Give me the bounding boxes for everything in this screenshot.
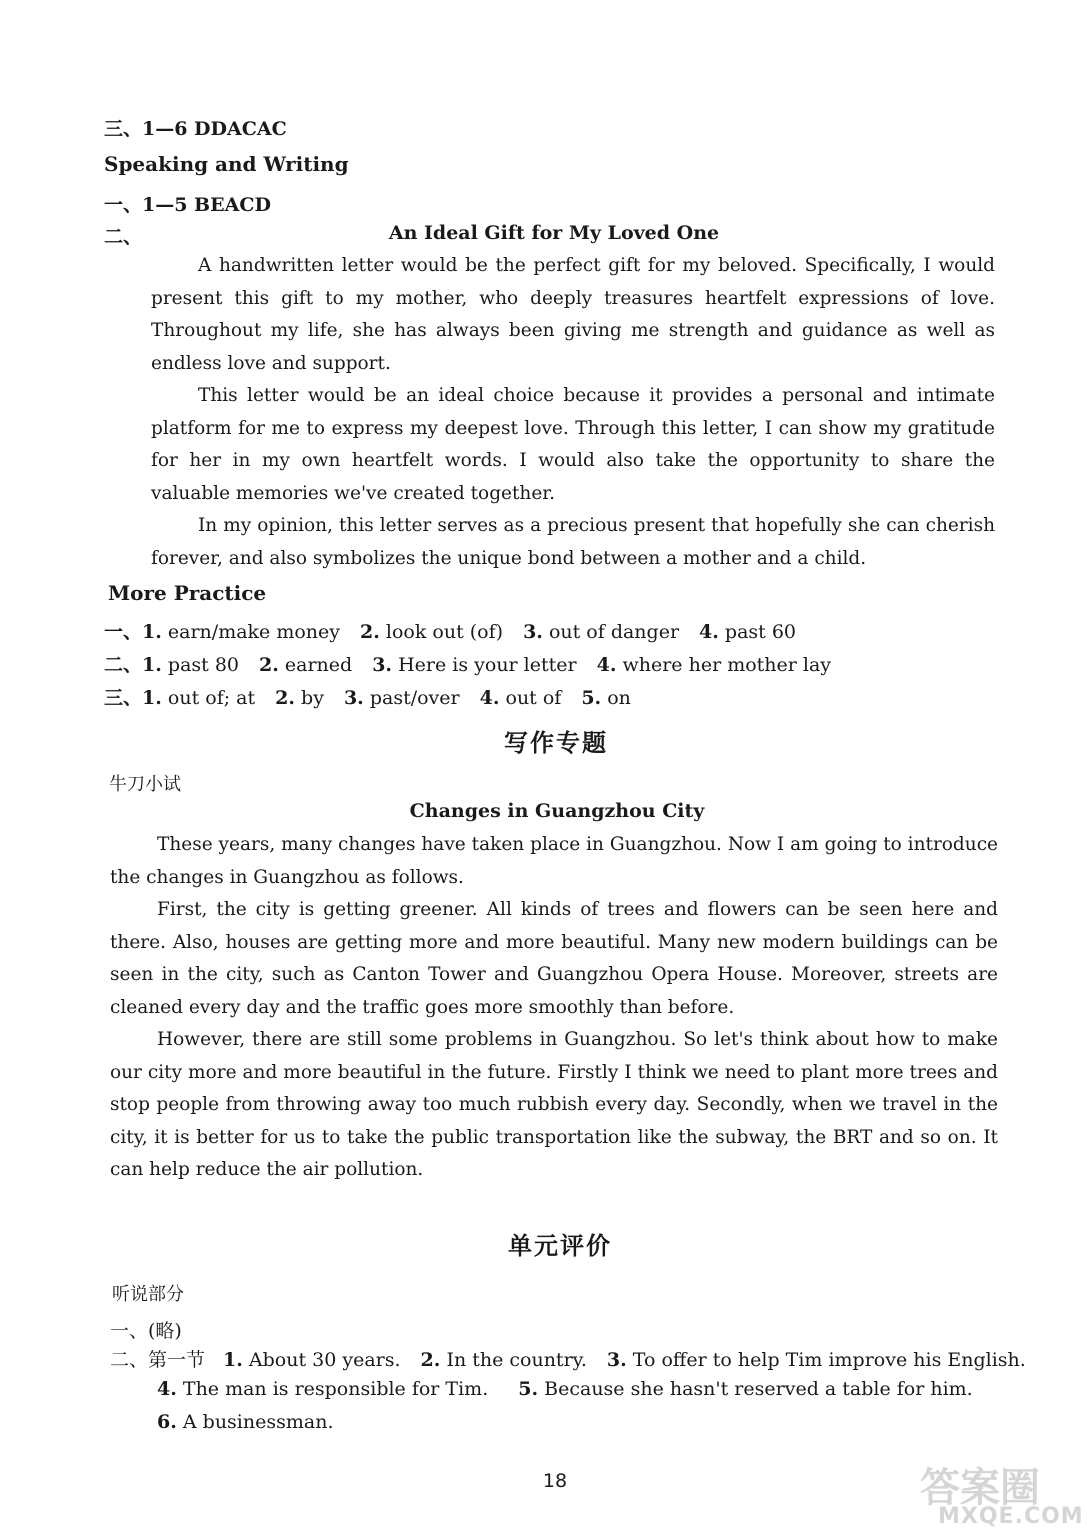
unit-line-4: 6. A businessman. <box>157 1411 334 1433</box>
essay-gift <box>151 250 995 575</box>
subheading-practice: 牛刀小试 <box>109 774 181 795</box>
essay-paragraph: A handwritten letter would be the perfect gift for my beloved. Specifically, I would present this gift to my mother, who deeply treasures heartfelt expressions of love. Throughout my life, she has always been giving me strength and guidance as well as endless love and support. <box>151 255 995 374</box>
heading-more-practice: More Practice <box>108 581 267 605</box>
row-label: 二、第一节 <box>110 1349 206 1371</box>
watermark-logo: 答案圈 <box>920 1465 1040 1511</box>
unit-line-1: 一、(略) <box>110 1320 182 1342</box>
essay-paragraph: First, the city is getting greener. All kinds of trees and flowers can be seen here and there. Also, houses are getting more and more beautiful. Many new modern buildings can be seen in the city, such as Canton Tower and Guangzhou Opera House. Moreover, streets are cleaned every day and the traffic goes more smoothly than before. <box>110 899 998 1018</box>
essay-paragraph: However, there are still some problems in Guangzhou. So let's think about how to make our city more and more beautiful in the future. Firstly I think we need to plant more trees and stop people from throwing away too much rubbish every day. Secondly, when we travel in the city, it is better for us to take the public transportation like the subway, the BRT and so on. It can help reduce the air pollution. <box>110 1029 998 1180</box>
watermark-url: MXQE.COM <box>938 1504 1084 1529</box>
subheading-listening: 听说部分 <box>112 1284 184 1305</box>
unit-line-2: 二、第一节 1. About 30 years. 2. In the country. 3. To offer to help Tim improve his English. <box>110 1349 1026 1371</box>
practice-row-2: 二、1. past 80 2. earned 3. Here is your letter 4. where her mother lay <box>104 654 832 676</box>
row-label: 一、 <box>104 621 143 643</box>
essay-paragraph: This letter would be an ideal choice because it provides a personal and intimate platform for me to express my deepest love. Through this letter, I can show my gratitude for her in my own heartfelt words. I would also take the opportunity to share the valuable memories we've created together. <box>151 385 995 504</box>
unit-line-3: 4. The man is responsible for Tim. 5. Because she hasn't reserved a table for him. <box>157 1378 973 1400</box>
answer-line-sec3: 三、1—6 DDACAC <box>104 118 287 140</box>
practice-row-3: 三、1. out of; at 2. by 3. past/over 4. out of 5. on <box>104 687 631 709</box>
essay-title-guangzhou: Changes in Guangzhou City <box>409 800 705 822</box>
row-label: 二、 <box>104 654 143 676</box>
section-title-writing: 写作专题 <box>504 729 608 757</box>
heading-speaking-writing: Speaking and Writing <box>104 152 349 176</box>
section-label-2: 二、 <box>104 226 143 248</box>
essay-paragraph: In my opinion, this letter serves as a precious present that hopefully she can cherish forever, and also symbolizes the unique bond between a mother and a child. <box>151 515 995 569</box>
practice-row-1: 一、1. earn/make money 2. look out (of) 3. out of danger 4. past 60 <box>104 621 797 643</box>
essay-paragraph: These years, many changes have taken place in Guangzhou. Now I am going to introduce the changes in Guangzhou as follows. <box>110 834 998 888</box>
answer-line-sec1: 一、1—5 BEACD <box>104 194 271 216</box>
page-number: 18 <box>542 1470 568 1492</box>
section-title-unit: 单元评价 <box>508 1232 612 1260</box>
essay-guangzhou <box>110 829 998 1187</box>
essay-title-gift: An Ideal Gift for My Loved One <box>388 222 720 244</box>
row-label: 三、 <box>104 687 143 709</box>
